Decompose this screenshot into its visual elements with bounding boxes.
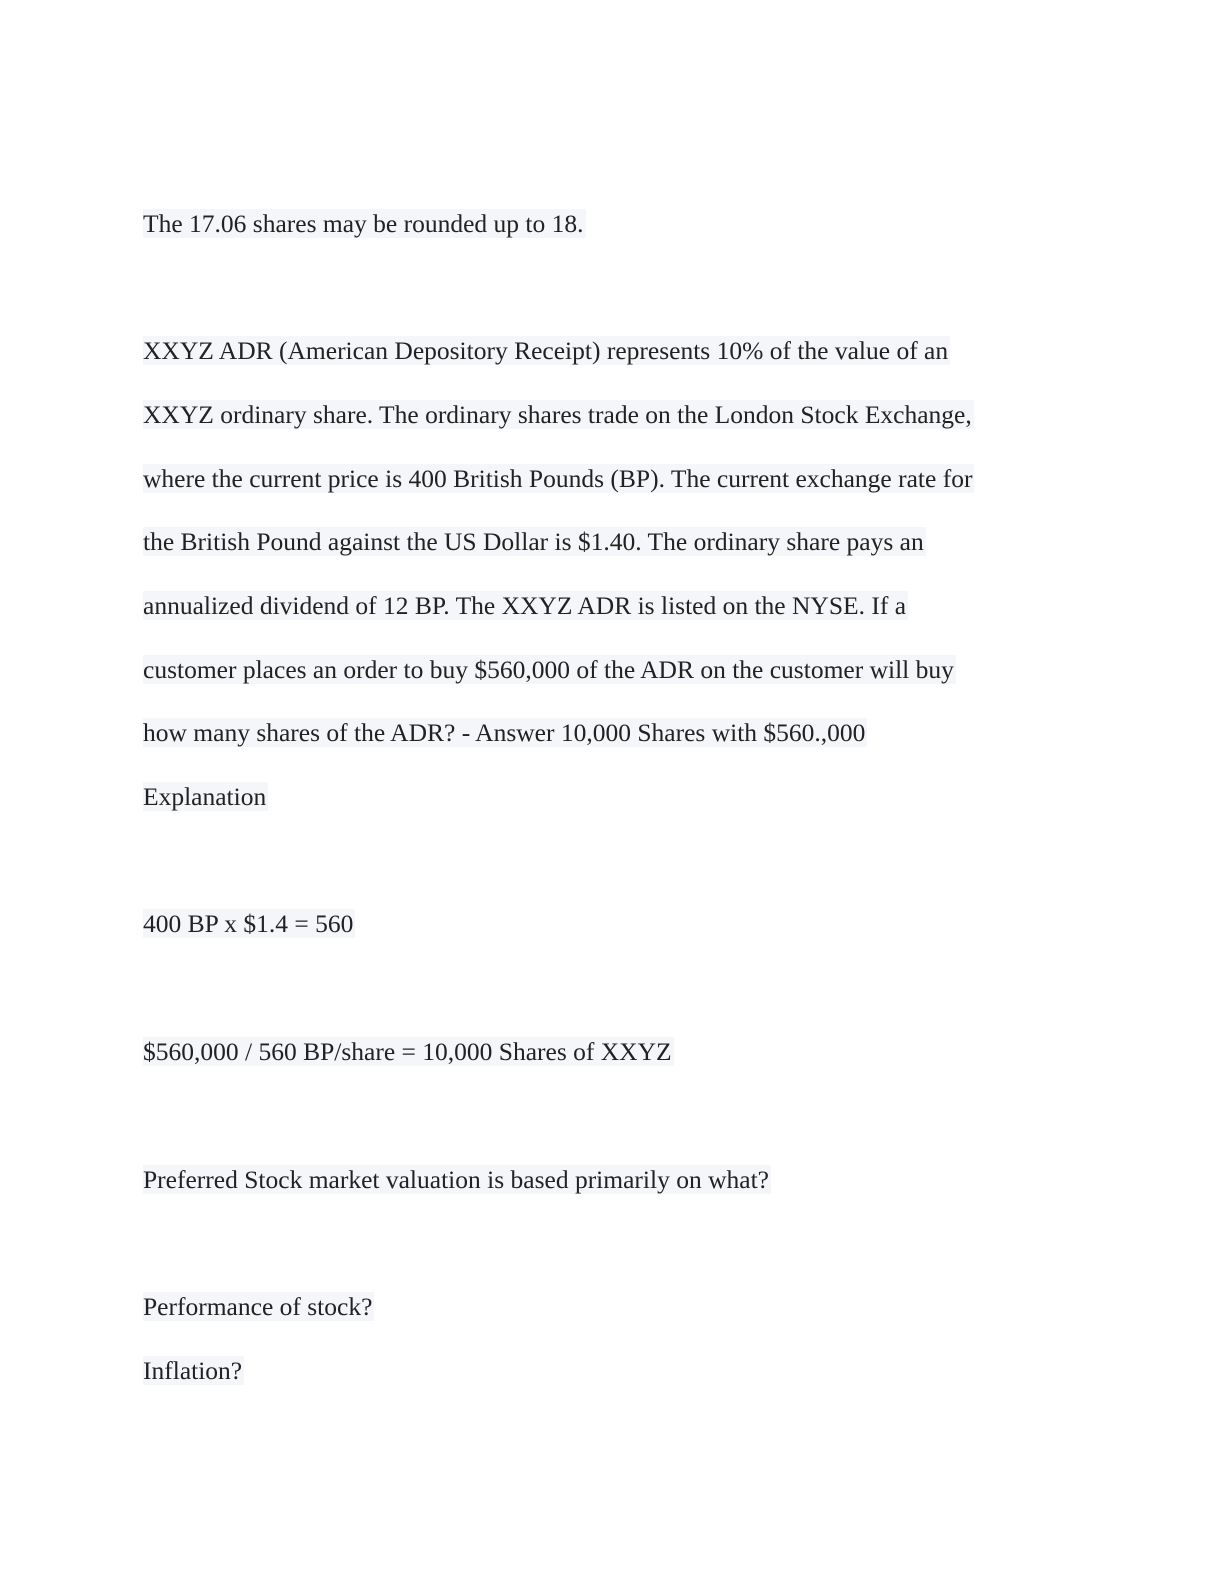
text-span: customer places an order to buy $560,000 of the ADR on the customer will buy <box>143 655 954 684</box>
text-span: the British Pound against the US Dollar is $1.40. The ordinary share pays an <box>143 527 924 556</box>
text-span: annualized dividend of 12 BP. The XXYZ ADR is listed on the NYSE. If a <box>143 591 907 620</box>
text-line-adr-question-5 <box>143 588 908 624</box>
text-span: 400 BP x $1.4 = 560 <box>143 909 354 938</box>
text-line-rounding-note <box>143 206 586 242</box>
text-span: The 17.06 shares may be rounded up to 18. <box>143 209 584 238</box>
text-span: how many shares of the ADR? - Answer 10,000 Shares with $560.,000 <box>143 718 866 747</box>
text-line-option-performance <box>143 1289 374 1325</box>
text-span: XXYZ ordinary share. The ordinary shares trade on the London Stock Exchange, <box>143 400 972 429</box>
text-line-adr-question-4 <box>143 524 926 560</box>
text-line-explanation-heading <box>143 779 268 815</box>
text-span: Performance of stock? <box>143 1292 373 1321</box>
text-line-adr-question-6 <box>143 652 956 688</box>
text-line-option-inflation <box>143 1353 244 1389</box>
text-span: where the current price is 400 British Pounds (BP). The current exchange rate for <box>143 464 973 493</box>
text-line-calculation-1 <box>143 906 355 942</box>
text-line-adr-question-1 <box>143 333 950 369</box>
text-line-preferred-question <box>143 1162 771 1198</box>
text-span: $560,000 / 560 BP/share = 10,000 Shares of XXYZ <box>143 1037 672 1066</box>
text-span: Inflation? <box>143 1356 243 1385</box>
text-line-adr-question-2 <box>143 397 974 433</box>
text-span: XXYZ ADR (American Depository Receipt) represents 10% of the value of an <box>143 336 949 365</box>
text-line-adr-answer <box>143 715 867 751</box>
text-span: Explanation <box>143 782 267 811</box>
text-line-adr-question-3 <box>143 461 974 497</box>
text-line-calculation-2 <box>143 1034 674 1070</box>
text-span: Preferred Stock market valuation is based primarily on what? <box>143 1165 769 1194</box>
